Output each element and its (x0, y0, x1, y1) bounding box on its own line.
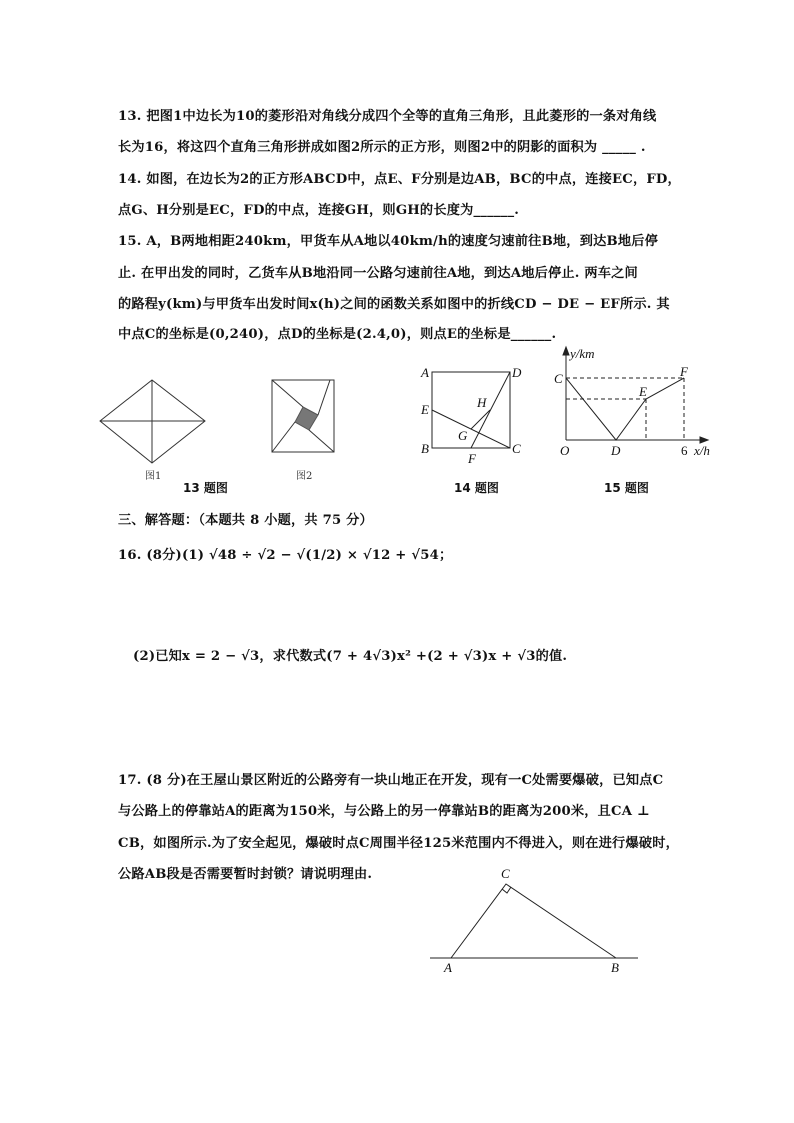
fig1-label: 图1 (145, 471, 162, 482)
fig14-label-g: G (458, 428, 468, 443)
caption-13: 13 题图 (183, 481, 228, 495)
q17-label-a: A (444, 960, 452, 975)
q17-line1: 17. (8 分)在王屋山景区附近的公路旁有一块山地正在开发，现有一C处需要爆破，已知点C (118, 773, 664, 788)
q14-line1: 14. 如图，在边长为2的正方形ABCD中，点E、F分别是边AB，BC的中点，连接EC，FD， (118, 172, 681, 187)
fig14-label-b: B (421, 441, 429, 456)
q13-line1: 13. 把图1中边长为10的菱形沿对角线分成四个全等的直角三角形，且此菱形的一条对角线 (118, 109, 657, 124)
q15-line2: 止. 在甲出发的同时，乙货车从B地沿同一公路匀速前往A地，到达A地后停止. 两车之间 (118, 266, 638, 281)
shaded-square (295, 407, 318, 430)
fig1-rhombus (100, 380, 205, 463)
fig15-label-o: O (560, 443, 570, 458)
fig15-x-axis-label: x/h (694, 443, 710, 458)
fig15-tick-6: 6 (681, 443, 688, 458)
q17-line2: 与公路上的停靠站A的距离为150米，与公路上的另一停靠站B的距离为200米，且CA ⊥ (118, 804, 650, 819)
fig14-label-a: A (421, 365, 429, 380)
q15-line4: 中点C的坐标是(0,240)，点D的坐标是(2.4,0)，则点E的坐标是______. (118, 327, 557, 342)
q16-part1: 16. (8分)(1) √48 ÷ √2 − √(1/2) × √12 + √54； (118, 548, 453, 563)
q16-part2: (2)已知x = 2 − √3，求代数式(7 + 4√3)x² +(2 + √3)x + √3的值. (133, 649, 568, 664)
q13-line2: 长为16，将这四个直角三角形拼成如图2所示的正方形，则图2中的阴影的面积为 _____ . (118, 140, 646, 155)
fig15-label-d: D (611, 443, 621, 458)
fig2-label: 图2 (296, 471, 313, 482)
fig14-label-f: F (468, 451, 476, 466)
q17-label-c: C (501, 866, 510, 881)
fig15-graph (563, 347, 708, 443)
fig15-label-e: E (639, 384, 647, 399)
q15-line1: 15. A，B两地相距240km，甲货车从A地以40km/h的速度匀速前往B地，到达B地后停 (118, 234, 658, 249)
fig14-label-c: C (512, 441, 521, 456)
q14-line2: 点G、H分别是EC，FD的中点，连接GH，则GH的长度为______. (118, 203, 520, 218)
fig15-label-c: C (554, 371, 563, 386)
fig15-y-axis-label: y/km (570, 346, 595, 361)
caption-15: 15 题图 (604, 481, 649, 495)
q17-line4: 公路AB段是否需要暂时封锁？请说明理由. (118, 867, 373, 882)
fig15-label-f: F (680, 364, 688, 379)
fig14-label-h: H (477, 395, 487, 410)
section-3-heading: 三、解答题：（本题共 8 小题，共 75 分） (118, 513, 373, 528)
q17-line3: CB，如图所示.为了安全起见，爆破时点C周围半径125米范围内不得进入，则在进行爆破时， (118, 836, 679, 851)
fig2-square (272, 380, 334, 452)
fig14-square (432, 372, 510, 448)
fig14-label-d: D (512, 365, 522, 380)
q15-line3: 的路程y(km)与甲货车出发时间x(h)之间的函数关系如图中的折线CD − DE − EF所示. 其 (118, 297, 670, 312)
q17-label-b: B (611, 960, 619, 975)
caption-14: 14 题图 (454, 481, 499, 495)
fig14-label-e: E (421, 402, 429, 417)
q17-triangle (430, 884, 638, 958)
